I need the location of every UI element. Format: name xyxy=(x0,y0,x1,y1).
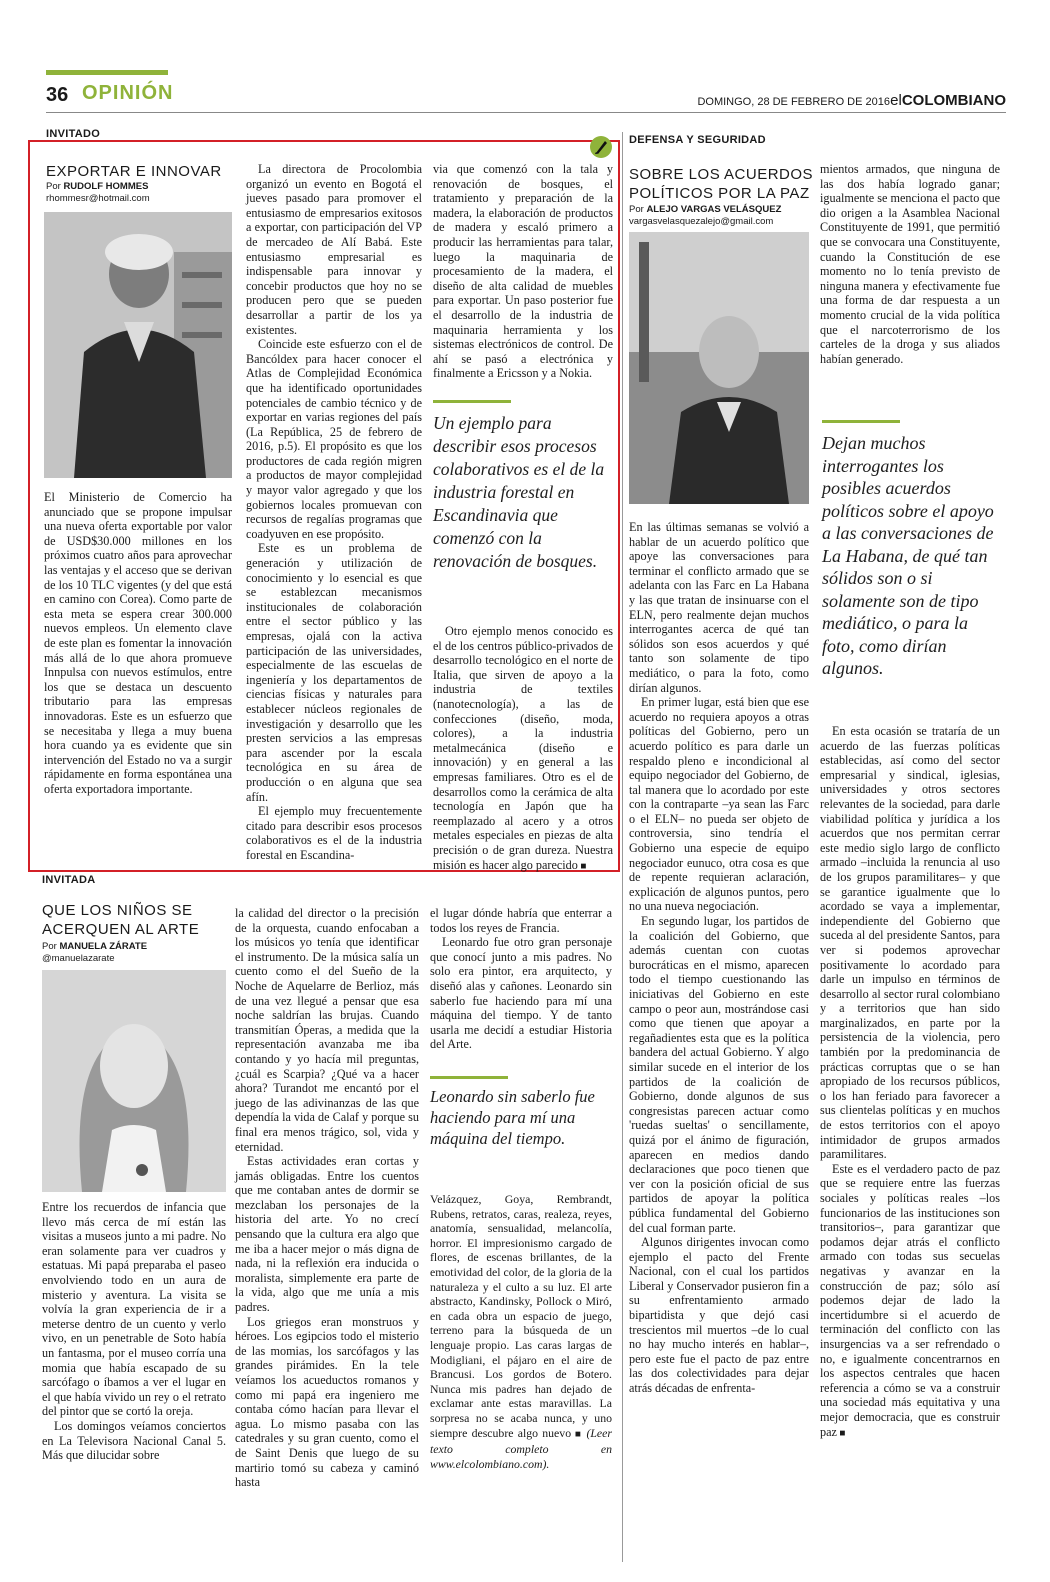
article3-column-1 xyxy=(629,520,809,1396)
article1-headline: EXPORTAR E INNOVAR xyxy=(46,163,222,180)
article2-column-3-top xyxy=(430,906,612,1052)
paragraph: En segundo lugar, los partidos de la coalición del Gobierno, que además cuentan con cuotas burocráticas en el mismo, aparecen todo el tiempo cuestionando las iniciativas del Gobierno en este campo o peor aun, mostrándose casi como que tienen que apoyar a regañadientes esta que es la política bandera del actual Gobierno. Y algo similar sucede en el interior de los partidos de la coalición de Gobierno, donde algunos de sus congresistas parecen actuar como 'ruedas sueltas' o sencillamente, quizá por el ánimo de figuración, aparecen en medios dando declaraciones que poco tienen que ver con la posición oficial de sus partidos de apoyar la política pública fundamental del Gobierno del cual forman parte. xyxy=(629,914,809,1235)
paragraph: la calidad del director o la precisión de la orquesta, cuando enfocaban a los músicos yo tenía que identificar el instrumento. De la música salía un cuento como el del Sueño de la Noche de Aquelarre de Berlioz, más de una vez llegué a pensar que esa noche saldrían las brujas. Cuando transmitían Óperas, a medida que la representación avanzaba me iba contando y yo hacía mil preguntas, ¿cuál es Scarpia? ¿Qué va a hacer ahora? Turandot me encantó por el juego de las adivinanzas de las que dependía la vida de Calaf y porque su final era menos trágico, sol, vida y eternidad. xyxy=(235,906,419,1154)
article2-column-2 xyxy=(235,906,419,1490)
paragraph-text: Velázquez, Goya, Rembrandt, Rubens, retratos, caras, realeza, reyes, anatomía, sensualidad, melancolía, horror. El impresionismo cargado de flores, de escenas brillantes, de la emotividad del color, de la gloria de la naturaleza y el culto a su luz. El arte abstracto, Kandinsky, Pollock o Miró, en cada obra un espacio de juego, terreno para la búsqueda de un lenguaje propio. Las caras largas de Modigliani, el pájaro en el aire de Brancusi. Los gordos de Botero. Nunca mis padres han dejado de exclamar ante estas maravillas. La sorpresa no se acaba nunca, y uno siempre descubre algo nuevo ■ xyxy=(430,1192,612,1440)
article3-kicker: DEFENSA Y SEGURIDAD xyxy=(629,134,766,146)
column-divider xyxy=(622,132,623,1562)
headline-line: QUE LOS NIÑOS SE xyxy=(42,902,193,919)
paragraph: El ejemplo muy frecuentemente citado para describir esos procesos colaborativos es el de la industria forestal en Escandina- xyxy=(246,804,422,862)
article1-column-3-top xyxy=(433,162,613,381)
paragraph: Algunos dirigentes invocan como ejemplo el pacto del Frente Nacional, con el cual los partidos Liberal y Conservador pusieron fin a su enfrentamiento armado bipartidista y que dejó casi trescientos mil muertos –de lo cual no hay mucho interés en hablar–, pero este fue el pacto de paz entre las dos colectividades para dejar atrás décadas de enfrenta- xyxy=(629,1235,809,1396)
article1-column-2 xyxy=(246,162,422,863)
section-name: OPINIÓN xyxy=(82,82,174,104)
headline-line: SOBRE LOS ACUERDOS xyxy=(629,166,814,183)
article3-column-2-top xyxy=(820,162,1000,366)
headline-line: ACERQUEN AL ARTE xyxy=(42,921,200,938)
edition-date: DOMINGO, 28 DE FEBRERO DE 2016 xyxy=(697,96,890,108)
article2-author: MANUELA ZÁRATE xyxy=(59,941,148,952)
paragraph: En esta ocasión se trataría de un acuerdo de las fuerzas políticas establecidas, así como del sector empresarial y sindical, iglesias, universidades y otros sectores relevantes de la sociedad, para darle viabilidad política y jurídica a los acuerdos que nos permitan cerrar este medio siglo largo de conflicto armado –incluida la renuncia al uso de los grupos paramilitares– y que se garantice igualmente que lo acordado se vaya a implementar, independiente del Gobierno que suceda al del presidente Santos, para ver si podemos aprovechar positivamente lo acordado para darle un impulso en términos de desarrollo al sector rural colombiano y a territorios que han sido marginalizados, en parte por la persistencia de la violencia, pero también por la predominancia de prácticas corruptas que o se han apropiado de los recursos públicos, o los han feriado para favorecer a sus clientelas políticas y en muchos de estos territorios con el apoyo intimidador de grupos armados paramilitares. xyxy=(820,724,1000,1162)
article2-headline xyxy=(42,901,242,939)
article1-kicker: INVITADO xyxy=(46,128,101,140)
header-rule xyxy=(46,112,1006,113)
article2-handle: @manuelazarate xyxy=(42,953,115,964)
section-color-bar xyxy=(46,70,168,75)
paragraph: Estas actividades eran cortas y jamás obligadas. Entre los cuentos que me contaban antes de dormir se mezclaban los personajes de la historia del arte. Yo no crecí pensando que la cultura era algo que me iba a hacer mejor o más digna de nada, ni la reflexión era inducida o moralista, simplemente era parte de la vida, algo que me unía a mis padres. xyxy=(235,1154,419,1315)
article2-column-3-bottom xyxy=(430,1192,612,1471)
article3-email: vargasvelasquezalejo@gmail.com xyxy=(629,216,774,227)
article1-author: RUDOLF HOMMES xyxy=(63,181,149,192)
headline-line: POLÍTICOS POR LA PAZ xyxy=(629,185,810,202)
page-header xyxy=(46,70,1006,114)
pen-icon xyxy=(590,136,612,158)
article3-author: ALEJO VARGAS VELÁSQUEZ xyxy=(646,204,782,215)
paragraph: Este es el verdadero pacto de paz que se requiere entre las fuerzas sociales y políticas reales –los funcionarios de las instituciones son transitorios–, para garantizar que podamos dejar atrás el conflicto armado con todas sus secuelas negativas y avanzar en la construcción de paz; sólo así podemos dejar de lado la incertidumbre si el acuerdo de terminación del conflicto con las insurgencias va a ser refrendado o no, e igualmente concentrarnos en los aspectos centrales que hacen referencia a cómo se va a construir una sociedad más equitativa y una mejor democracia, que es construir paz ■ xyxy=(820,1162,1000,1441)
newspaper-brand xyxy=(890,92,1006,109)
article1-pull-quote: Un ejemplo para describir esos procesos colaborativos es el de la industria forestal en Escandinavia que comenzó con la renovación de bosques. xyxy=(433,413,605,571)
pull-quote-bar xyxy=(433,400,511,403)
article2-byline xyxy=(42,941,147,952)
paragraph: mientos armados, que ninguna de las dos había logrado ganar; igualmente se menciona el pacto que dio origen a la Asamblea Nacional Constituyente de 1991, que permitió que se convocara una Constituyente, cuando la Constitución de ese momento no lo tenía previsto de ninguna manera y efectivamente fue una forma de dar respuesta a un momento crucial de la vida política que el narcoterrorismo de los carteles de la droga y sus aliados habían generado. xyxy=(820,162,1000,366)
paragraph: El Ministerio de Comercio ha anunciado que se propone impulsar una nueva oferta exportable por valor de USD$30.000 millones en los próximos cuatro años para aprovechar las ventajas y el acceso que se derivan de los 10 TLC vigentes (y del que está en camino con Corea). Como parte de esta meta se espera crear 300.000 nuevos empleos. Un elemento clave de este plan es fomentar la innovación más allá de lo que ahora promueve Innpulsa con nuevos estímulos, entre los que se destaca un descuento tributario para las empresas innovadoras. Este es un esfuerzo que se necesitaba y llega a muy buena hora cuando ya es evidente que sin intervención del Estado no va a surgir rápidamente en forma espontánea una oferta exportadora importante. xyxy=(44,490,232,796)
article1-email: rhommesr@hotmail.com xyxy=(46,193,150,204)
article3-column-2-bottom xyxy=(820,724,1000,1441)
paragraph: Este es un problema de generación y utilización de conocimiento y lo esencial es que se establezcan mecanismos institucionales de colaboración entre el sector público y las empresas, ojalá con la activa participación de las universidades, especialmente de las escuelas de ingeniería y los departamentos de ciencias físicas y naturales para establecer núcleos regionales de investigación y desarrollo que les presten servicios a las empresas para ascender por la escala tecnológica en su área de producción o en alguna que sea afín. xyxy=(246,541,422,804)
paragraph: via que comenzó con la tala y renovación de bosques, el tratamiento y preparación de la madera, la elaboración de productos de madera y escaló primero a producir las herramientas para talar, luego la maquinaria de procesamiento de la madera, el diseño de alta calidad de muebles para exportar. Un paso posterior fue el desarrollo de la industria de maquinaria herramienta y los sistemas electrónicos de control. De ahí se pasó a electrónica y finalmente a Ericsson y a Nokia. xyxy=(433,162,613,381)
paragraph: Entre los recuerdos de infancia que llevo más cerca de mí están las visitas a museos junto a mi padre. No eran solamente para ver cuadros y estatuas. Mi papá preparaba el paseo envolviendo todo en un aura de misterio y aventura. La visita se volvía la gran experiencia de ir a meterse dentro de un cuento y verlo vivo, en un penetrable de Soto había un fantasma, por el museo corría una momia que había escapado de su sarcófago o íbamos a ver el lugar en el que había vivido un rey o el retrato del pintor que se cortó la oreja. xyxy=(42,1200,226,1419)
paragraph: En primer lugar, está bien que ese acuerdo no requiera apoyos a otras políticas del Gobierno, pero un acuerdo político es para darle un respaldo pleno e incondicional al equipo negociador del Gobierno, de tal manera que lo acordado por este con la contraparte –ya sean las Farc o el ELN– no pueda ser objeto de controversia, sino tendría el Gobierno una especie de equipo negociador eunuco, otra cosa es que de repente requieran aclaración, explicación de algunos puntos, pero no una nueva negociación. xyxy=(629,695,809,914)
article3-byline xyxy=(629,204,781,215)
paragraph: Los domingos veíamos conciertos en La Televisora Nacional Canal 5. Más que dilucidar sobre xyxy=(42,1418,226,1463)
article3-headline xyxy=(629,165,829,203)
pull-quote-bar xyxy=(822,420,900,423)
read-more-link[interactable]: (Leer texto completo en www.elcolombiano.com). xyxy=(430,1425,612,1471)
paragraph xyxy=(430,1192,612,1471)
article1-byline xyxy=(46,181,148,192)
pull-quote-bar xyxy=(430,1076,508,1079)
byline-prefix: Por xyxy=(46,181,61,192)
author-photo-zarate xyxy=(42,970,226,1192)
author-photo-hommes xyxy=(44,212,232,478)
paragraph: Los griegos eran monstruos y héroes. Los egipcios todo el misterio de las momias, los sarcófagos y las grandes pirámides. En la tele veíamos los acueductos romanos y como mi papá era ingeniero me contaba cómo hacían para llevar el agua. Lo mismo pasaba con las catedrales y su gran cuento, como el de Saint Denis que luego de su martirio tomó su cabeza y caminó hasta xyxy=(235,1314,419,1490)
paragraph: Coincide este esfuerzo con el de Bancóldex para hacer conocer el Atlas de Complejidad Económica que ha identificado oportunidades potenciales de cambio técnico y de exportar en varias regiones del país (La República, 25 de febrero de 2016, p.5). El propósito es que los productores de cada región migren a productos de mayor complejidad y mayor valor agregado y que los gobiernos locales promuevan con recursos de regalías programas que coadyuven en ese propósito. xyxy=(246,337,422,541)
brand-name: COLOMBIANO xyxy=(901,92,1006,109)
paragraph: Leonardo fue otro gran personaje que conocí junto a mis padres. No solo era pintor, era arquitecto, y diseñó alas y cañones. Leonardo sin saberlo fue haciendo para mí una máquina del tiempo. Y de tanto usarla me decidí a estudiar Historia del Arte. xyxy=(430,935,612,1052)
byline-prefix: Por xyxy=(629,204,644,215)
paragraph: En las últimas semanas se volvió a hablar de un acuerdo político que apoye las conversaciones para terminar el conflicto armado que se adelanta con las Farc en La Habana y las que tratan de insinuarse con el ELN, pero realmente dejan muchos interrogantes acerca de qué tan sólidos son esos acuerdos y qué tanto son solamente de tipo mediático, o para la foto, como dirían algunos. xyxy=(629,520,809,695)
paragraph: La directora de Procolombia organizó un evento en Bogotá el jueves pasado para promover el entusiasmo de empresarios exitosos a exportar, con participación del VP de mercadeo de Alí Babá. Este entusiasmo empresarial es indispensable para innovar y concebir productos que hoy no se producen pero que se pueden desarrollar a partir de los ya existentes. xyxy=(246,162,422,337)
article2-pull-quote: Leonardo sin saberlo fue haciendo para mí una máquina del tiempo. xyxy=(430,1087,595,1148)
byline-prefix: Por xyxy=(42,941,57,952)
article1-column-3-bottom xyxy=(433,624,613,874)
article2-column-1 xyxy=(42,1200,226,1463)
paragraph: el lugar dónde habría que enterrar a todos los reyes de Francia. xyxy=(430,906,612,935)
author-photo-vargas xyxy=(629,232,809,504)
article1-column-1 xyxy=(44,490,232,796)
paragraph: Otro ejemplo menos conocido es el de los centros público-privados de desarrollo tecnológico en el norte de Italia, que sirven de apoyo a la industria de textiles (nanotecnología), a las de confecciones (diseño, moda, colores), a la industria metalmecánica (diseño e innovación) y en general a las empresas familiares. Otro es el de desarrollos como la cerámica de alta tecnología en Japón que ha reemplazado al acero y a otros metales especiales en piezas de alta precisión o de gran dureza. Nuestra misión es hacer algo parecido ■ xyxy=(433,624,613,874)
article3-pull-quote: Dejan muchos interrogantes los posibles acuerdos políticos sobre el apoyo a las conversaciones de La Habana, de qué tan sólidos son o si solamente son de tipo mediático, o para la foto, como dirían algunos. xyxy=(822,433,994,678)
article2-kicker: INVITADA xyxy=(42,874,96,886)
page-number: 36 xyxy=(46,84,69,106)
brand-prefix: el xyxy=(890,92,902,109)
